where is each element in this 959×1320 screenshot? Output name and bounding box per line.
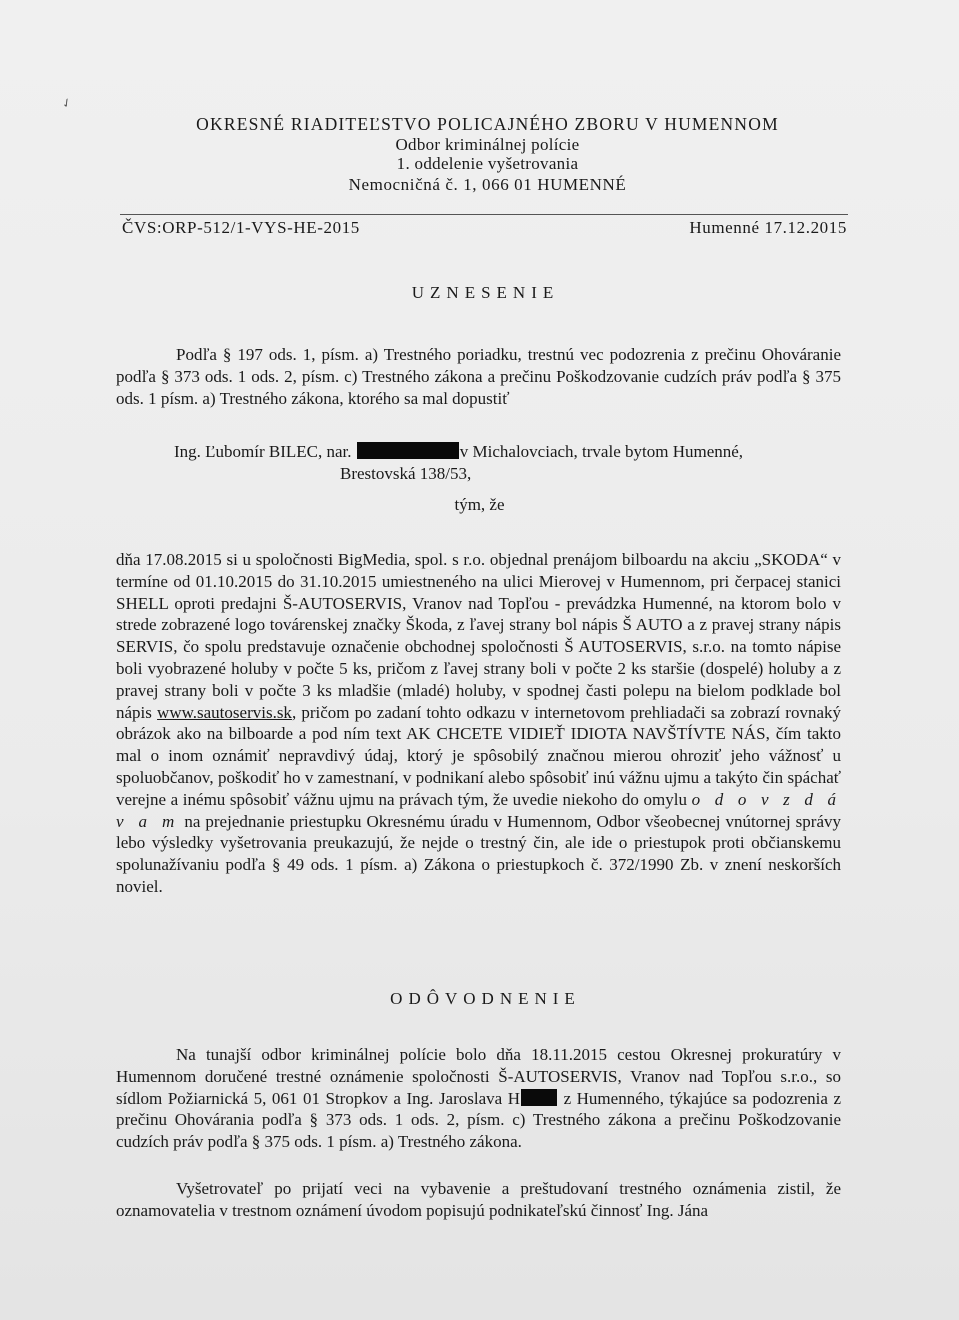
accused-name: Ing. Ľubomír BILEC, nar. bbox=[174, 442, 352, 461]
reasoning-paragraph-2 bbox=[116, 1178, 841, 1222]
facts-paragraph bbox=[116, 549, 841, 898]
accused-block bbox=[174, 441, 743, 485]
facts-part-1: dňa 17.08.2015 si u spoločnosti BigMedia, spol. s r.o. objednal prenájom bilboardu na akciu „SKODA“ v termíne od 01.10.2015 do 31.10.2015 umiestneného na ulici Mierovej v Humennom, pri čerpacej stanici SHELL oproti predajni Š-AUTOSERVIS, Vranov nad Topľou - prevádzka Humenné, na ktorom bolo v strede zobrazené logo továrenskej značky Škoda, z ľavej strany bol nápis Š AUTO a z pravej strany nápis SERVIS, čo spolu predstavuje označenie obchodnej spoločnosti Š AUTOSERVIS, s.r.o. na tomto nápise boli vyobrazené holuby v počte 5 ks, pričom z ľavej strany boli v počte 2 ks staršie (dospelé) holuby a z pravej strany boli v počte 3 ks mladšie (mladé) holuby, v spodnej časti polepu na bielom podklade bol nápis bbox=[116, 550, 841, 722]
redaction-bar bbox=[357, 442, 459, 459]
place-date: Humenné 17.12.2015 bbox=[689, 218, 847, 237]
pen-mark: ✓ bbox=[58, 94, 75, 112]
facts-text bbox=[116, 549, 841, 898]
redaction-bar-2 bbox=[521, 1089, 557, 1106]
facts-part-2: , pričom po zadaní tohto odkazu v internetovom prehliadači sa zobrazí rovnaký obrázok ako na bilboarde a pod ním text AK CHCETE VIDIEŤ IDIOTA NAVŠTÍVTE NÁS, čím takto mal o inom oznámiť nepravdivý údaj, ktorý je spôsobilý značnou mierou ohroziť jeho vážnosť u spoluobčanov, poškodiť ho v zamestnaní, v podnikaní alebo spôsobiť inú vážnu ujmu a takýto čin spáchať verejne a inému spôsobiť vážnu ujmu na právach tým, že uvedie niekoho do omylu bbox=[116, 702, 841, 809]
resolution-title: UZNESENIE bbox=[411, 283, 560, 302]
accused-birthplace: v Michalovciach, trvale bytom Humenné, bbox=[459, 442, 744, 461]
header-address: Nemocničná č. 1, 066 01 HUMENNÉ bbox=[348, 175, 627, 194]
header-divider bbox=[120, 214, 848, 215]
reasoning-paragraph-1 bbox=[116, 1044, 841, 1153]
verdict-word: o d o v z d á v a m bbox=[116, 789, 841, 831]
header-department: Odbor kriminálnej polície bbox=[395, 135, 580, 154]
accused-line-1 bbox=[174, 441, 743, 463]
reasoning-part-a: Na tunajší odbor kriminálnej polície bolo dňa 18.11.2015 cestou Okresnej prokuratúry v Humennom doručené trestné oznámenie spoločnosti Š-AUTOSERVIS, Vranov nad Topľou s.r.o., so sídlom Požiarnická 5, 061 01 Stropkov a Ing. Jaroslava H bbox=[116, 1045, 841, 1108]
intro-paragraph bbox=[116, 344, 841, 409]
reasoning-title: ODÔVODNENIE bbox=[390, 989, 581, 1008]
intro-text: Podľa § 197 ods. 1, písm. a) Trestného poriadku, trestnú vec podozrenia z prečinu Ohováranie podľa § 373 ods. 1 ods. 2, písm. c) Trestného zákona a prečinu Poškodzovanie cudzích práv podľa § 375 ods. 1 písm. a) Trestného zákona, ktorého sa mal dopustiť bbox=[116, 345, 841, 408]
tym-label: tým, že bbox=[454, 495, 505, 514]
reasoning-part-b: z Humenného, týkajúce sa podozrenia z prečinu Ohovárania podľa § 373 ods. 1 ods. 2, písm. c) Trestného zákona a prečinu Poškodzovanie cudzích práv podľa § 375 ods. 1 písm. a) Trestného zákona. bbox=[116, 1088, 841, 1152]
header-section: 1. oddelenie vyšetrovania bbox=[396, 154, 579, 173]
website-link[interactable]: www.sautoservis.sk bbox=[157, 702, 292, 722]
facts-part-3: na prejednanie priestupku Okresnému úradu v Humennom, Odbor všeobecnej vnútornej správy lebo výsledky vyšetrovania preukazujú, že nejde o trestný čin, ale ide o priestupok proti občianskemu spolunažívaniu podľa § 49 ods. 1 písm. a) Zákona o priestupkoch č. 372/1990 Zb. v znení neskorších noviel. bbox=[116, 811, 841, 896]
reasoning-text-2: Vyšetrovateľ po prijatí veci na vybavenie a preštudovaní trestného oznámenia zistil, že oznamovatelia v trestnom oznámení úvodom popisujú podnikateľskú činnosť Ing. Jána bbox=[116, 1179, 841, 1220]
accused-address: Brestovská 138/53, bbox=[340, 463, 472, 483]
reasoning-text-1 bbox=[116, 1044, 841, 1153]
case-number: ČVS:ORP-512/1-VYS-HE-2015 bbox=[122, 218, 360, 237]
header-authority: OKRESNÉ RIADITEĽSTVO POLICAJNÉHO ZBORU V HUMENNOM bbox=[196, 114, 779, 134]
